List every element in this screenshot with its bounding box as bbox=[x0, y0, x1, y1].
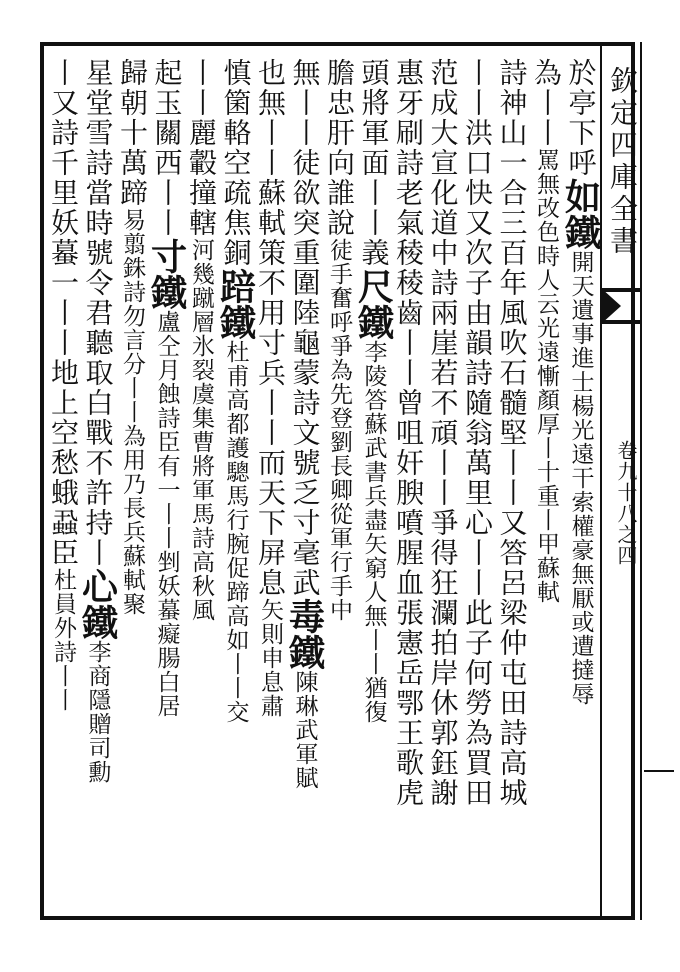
headword-char: 心 bbox=[76, 568, 119, 604]
text-column bbox=[527, 58, 565, 604]
fish-tail-mark bbox=[601, 288, 621, 324]
headword-char: 尺 bbox=[352, 268, 395, 304]
headword-char: 鐵 bbox=[76, 604, 119, 640]
main-text: 歸朝十萬蹄 bbox=[116, 58, 149, 208]
headword-char: 鐵 bbox=[214, 304, 257, 340]
annotation-text: 李商隱贈司勳 bbox=[84, 640, 111, 784]
headword-char: 鐵 bbox=[283, 634, 326, 670]
annotation-text: 盧仝月蝕詩臣有一丨丨剉妖蟇癡腸白居 bbox=[153, 310, 180, 718]
annotation-text: 易翦銖詩勿言分丨丨為用乃長兵蘇軾聚 bbox=[119, 208, 145, 616]
main-text: 也無丨丨蘇軾策不用寸兵丨丨而天下屏息 bbox=[254, 58, 287, 598]
main-text: 起玉關西丨丨 bbox=[150, 58, 184, 238]
main-text: 膽忠肝向誰說 bbox=[323, 58, 356, 238]
headword-char: 如 bbox=[559, 178, 602, 214]
text-column bbox=[559, 58, 602, 706]
text-column bbox=[424, 58, 462, 808]
text-column bbox=[76, 58, 119, 784]
annotation-text: 陳琳武軍賦 bbox=[291, 670, 318, 790]
main-text: 詩神山一合三百年風吹石髓堅丨丨又答呂梁仲屯田詩高城 bbox=[495, 58, 529, 808]
book-title: 欽定四庫全書 bbox=[606, 66, 639, 258]
headword-char: 鐵 bbox=[352, 304, 395, 340]
annotation-text: 罵無改色時人云光遠慚顏厚丨十重丨甲蘇軾 bbox=[533, 148, 559, 604]
main-text: 頭將軍面丨丨義 bbox=[357, 58, 391, 268]
text-column bbox=[113, 58, 151, 616]
volume-label: 卷九十八之四 bbox=[614, 440, 638, 566]
main-text: 惠牙刷詩老氣稜稜齒丨丨曾咀奸腴噴腥血張憲岳鄂王歌虎 bbox=[392, 58, 425, 808]
main-text: 范成大宣化道中詩兩崖若不頑丨丨爭得狂瀾拍岸休郭鈺謝 bbox=[426, 58, 460, 808]
annotation-text: 杜員外詩丨丨 bbox=[50, 568, 76, 712]
text-column bbox=[493, 58, 531, 808]
text-column bbox=[320, 58, 358, 622]
annotation-text: 杜甫高都護驄馬行腕促蹄高如丨丨交 bbox=[222, 340, 249, 724]
main-text: 丨丨麗轂撞轄 bbox=[185, 58, 218, 238]
annotation-text: 開天遺事進士楊光遠干索權豪無厭或遭撻辱 bbox=[567, 250, 594, 706]
annotation-text: 河幾蹴層氷裂虞集曹將軍馬詩高秋風 bbox=[188, 238, 214, 622]
headword-char: 寸 bbox=[145, 238, 188, 274]
main-text: 無丨丨徒欲突重圍陸龜蒙詩文號乏寸毫武 bbox=[288, 58, 322, 598]
main-text: 星堂雪詩當時號令君聽取白戰不許持丨 bbox=[81, 58, 115, 568]
headword-char: 踣 bbox=[214, 268, 257, 304]
headword-char: 鐵 bbox=[145, 274, 188, 310]
main-text: 為丨丨 bbox=[530, 58, 563, 148]
annotation-text: 李陵答蘇武書兵盡矢窮人無丨丨猶復 bbox=[360, 340, 387, 724]
annotation-text: 徒手奮呼爭為先登劉長卿從軍行手中 bbox=[326, 238, 352, 622]
margin-tick bbox=[644, 770, 674, 772]
annotation-text: 矢則申息肅 bbox=[257, 598, 283, 718]
text-column bbox=[145, 58, 188, 718]
text-column bbox=[389, 58, 427, 808]
headword-char: 毒 bbox=[283, 598, 326, 634]
text-column bbox=[214, 58, 257, 724]
text-column bbox=[458, 58, 496, 808]
text-column bbox=[352, 58, 395, 724]
text-column bbox=[283, 58, 326, 790]
main-text: 慎箘輅空疏焦銅 bbox=[219, 58, 253, 268]
main-text: 丨丨洪口快又次子由韻詩隨翁萬里心丨丨此子何勞為買田 bbox=[461, 58, 494, 808]
main-text: 丨又詩千里妖蟇一丨丨地上空愁蛾蝨臣 bbox=[47, 58, 80, 568]
text-column bbox=[251, 58, 289, 718]
text-column bbox=[44, 58, 82, 712]
headword-char: 鐵 bbox=[559, 214, 602, 250]
main-text: 於亭下呼 bbox=[564, 58, 598, 178]
text-column bbox=[182, 58, 220, 622]
